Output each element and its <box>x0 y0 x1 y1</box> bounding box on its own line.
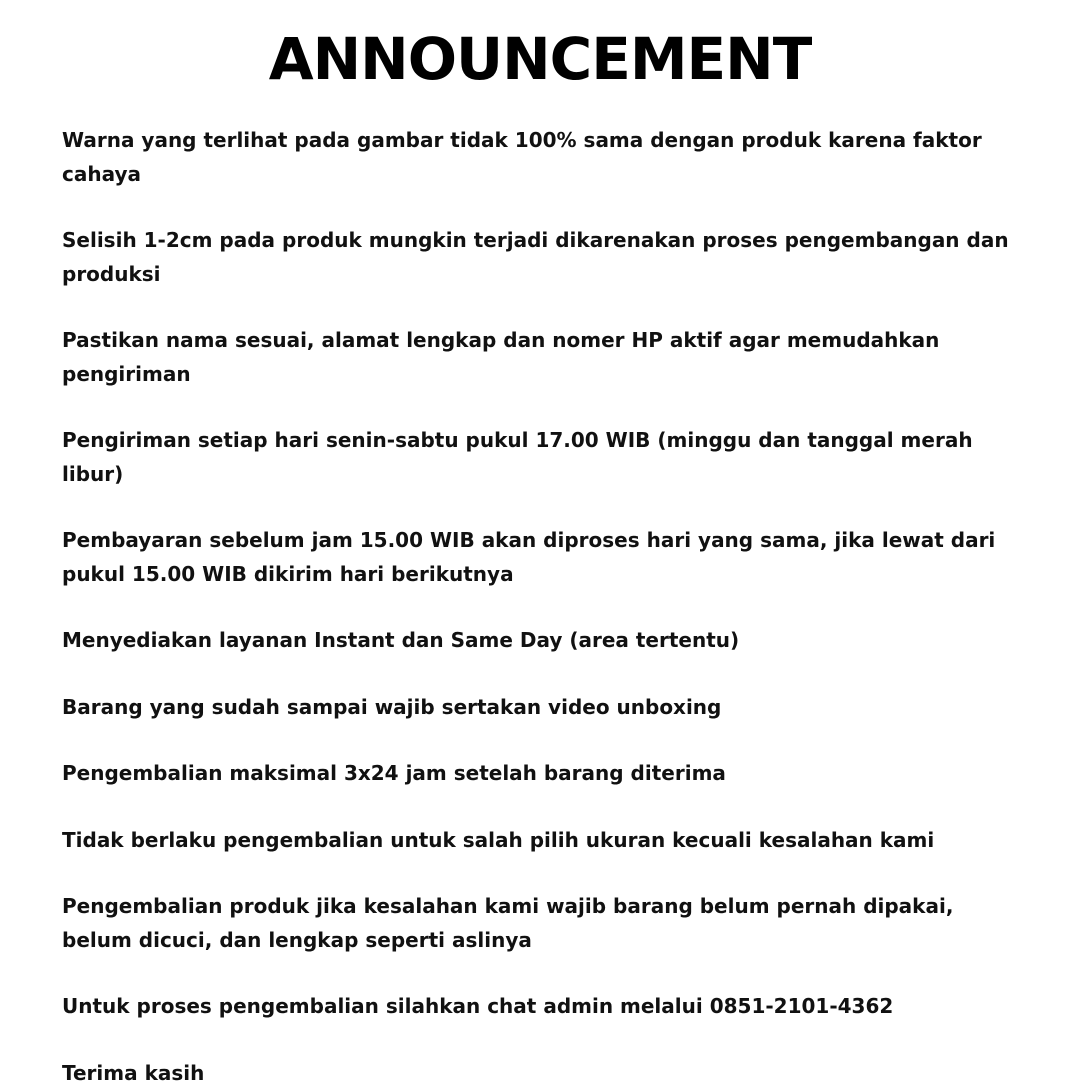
note-payment-cutoff: Pembayaran sebelum jam 15.00 WIB akan diproses hari yang sama, jika lewat dari pukul 15.00 WIB dikirim hari berikutnya <box>62 524 1022 591</box>
note-return-conditions: Pengembalian produk jika kesalahan kami wajib barang belum pernah dipakai, belum dicuci, dan lengkap seperti aslinya <box>62 890 1022 957</box>
note-return-window: Pengembalian maksimal 3x24 jam setelah barang diterima <box>62 757 1022 791</box>
note-color-accuracy: Warna yang terlihat pada gambar tidak 100% sama dengan produk karena faktor cahaya <box>62 124 1022 191</box>
note-shipping-details: Pastikan nama sesuai, alamat lengkap dan nomer HP aktif agar memudahkan pengiriman <box>62 324 1022 391</box>
note-size-return-policy: Tidak berlaku pengembalian untuk salah pilih ukuran kecuali kesalahan kami <box>62 824 1022 858</box>
announcement-list <box>62 124 1022 1090</box>
note-size-tolerance: Selisih 1-2cm pada produk mungkin terjadi dikarenakan proses pengembangan dan produksi <box>62 224 1022 291</box>
announcement-title: ANNOUNCEMENT <box>0 26 1080 92</box>
note-thanks: Terima kasih <box>62 1057 1022 1090</box>
note-shipping-schedule: Pengiriman setiap hari senin-sabtu pukul 17.00 WIB (minggu dan tanggal merah libur) <box>62 424 1022 491</box>
note-unboxing-video: Barang yang sudah sampai wajib sertakan video unboxing <box>62 691 1022 725</box>
note-return-contact: Untuk proses pengembalian silahkan chat admin melalui 0851-2101-4362 <box>62 990 1022 1024</box>
note-delivery-services: Menyediakan layanan Instant dan Same Day (area tertentu) <box>62 624 1022 658</box>
